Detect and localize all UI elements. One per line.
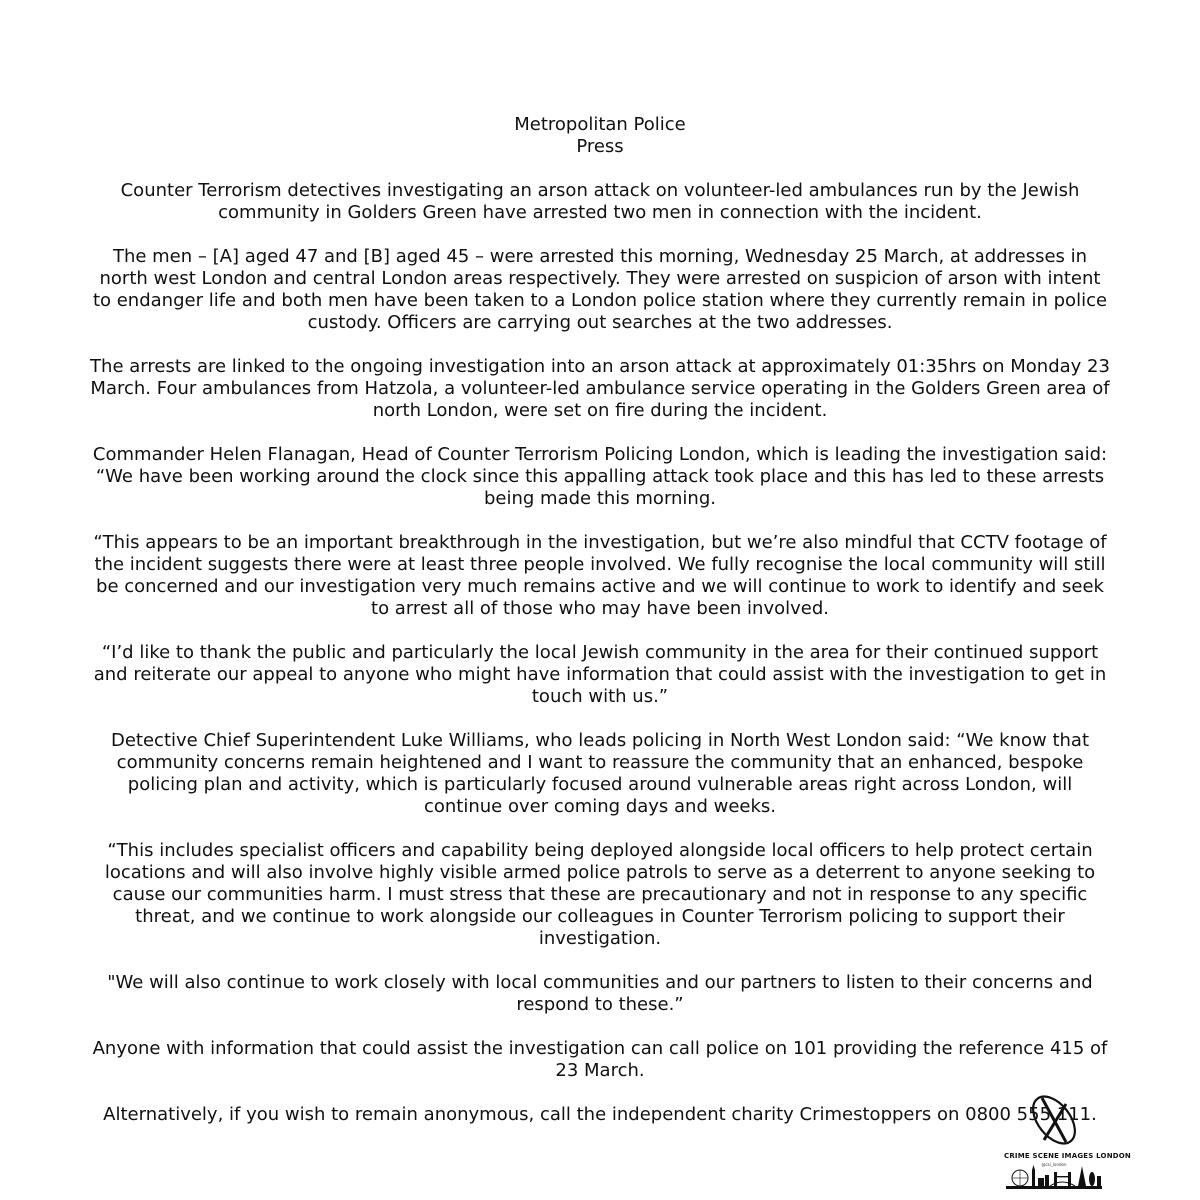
org-name: Metropolitan Police bbox=[514, 114, 686, 135]
press-header bbox=[90, 114, 1110, 158]
section-label: Press bbox=[576, 136, 624, 157]
paragraph-superintendent-quote: Detective Chief Superintendent Luke Williams, who leads policing in North West London said: “We know that community concerns remain heightened and I want to reassure the community that an enhanced, bespoke policing plan and activity, which is particularly focused around vulnerable areas right across London, will continue over coming days and weeks. bbox=[110, 730, 1090, 817]
paragraph-thanks-quote: “I’d like to thank the public and particularly the local Jewish community in the area for their continued support and reiterate our appeal to anyone who might have information that could assist with the investigation to get in touch with us.” bbox=[93, 642, 1107, 707]
logo-name: CRIME SCENE IMAGES LONDON bbox=[1004, 1152, 1131, 1160]
paragraph-crimestoppers: Alternatively, if you wish to remain anonymous, call the independent charity Crimestoppers on 0800 555 111. bbox=[103, 1104, 1097, 1125]
paragraph-contact: Anyone with information that could assist the investigation can call police on 101 providing the reference 415 of 23 March. bbox=[92, 1038, 1108, 1081]
paragraph-communities-quote: "We will also continue to work closely with local communities and our partners to listen to their concerns and respond to these.” bbox=[107, 972, 1093, 1015]
logo-handle: @csi_london bbox=[1041, 1162, 1067, 1167]
logo-emblem-icon bbox=[1004, 1090, 1131, 1194]
paragraph-link: The arrests are linked to the ongoing investigation into an arson attack at approximately 01:35hrs on Monday 23 March. Four ambulances from Hatzola, a volunteer-led ambulance service operating in the Golders Green area of north London, were set on fire during the incident. bbox=[90, 356, 1110, 421]
paragraph-arrests: The men – [A] aged 47 and [B] aged 45 – were arrested this morning, Wednesday 25 March, at addresses in north west London and central London areas respectively. They were arrested on suspicion of arson with intent to endanger life and both men have been taken to a London police station where they currently remain in police custody. Officers are carrying out searches at the two addresses. bbox=[92, 246, 1108, 333]
paragraph-specialist-quote: “This includes specialist officers and capability being deployed alongside local officers to help protect certain locations and will also involve highly visible armed police patrols to serve as a deterrent to anyone seeking to cause our communities harm. I must stress that these are precautionary and not in response to any specific threat, and we continue to work alongside our colleagues in Counter Terrorism policing to support their investigation. bbox=[104, 840, 1096, 949]
csi-london-logo bbox=[1004, 1090, 1131, 1194]
paragraph-intro: Counter Terrorism detectives investigating an arson attack on volunteer-led ambulances run by the Jewish community in Golders Green have arrested two men in connection with the incident. bbox=[120, 180, 1080, 223]
paragraph-commander-quote: Commander Helen Flanagan, Head of Counter Terrorism Policing London, which is leading the investigation said: “We have been working around the clock since this appalling attack took place and this has led to these arrests being made this morning. bbox=[92, 444, 1108, 509]
paragraph-breakthrough-quote: “This appears to be an important breakthrough in the investigation, but we’re also mindful that CCTV footage of the incident suggests there were at least three people involved. We fully recognise the local community will still be concerned and our investigation very much remains active and we will continue to work to identify and seek to arrest all of those who may have been involved. bbox=[93, 532, 1107, 619]
press-release bbox=[90, 114, 1110, 1148]
